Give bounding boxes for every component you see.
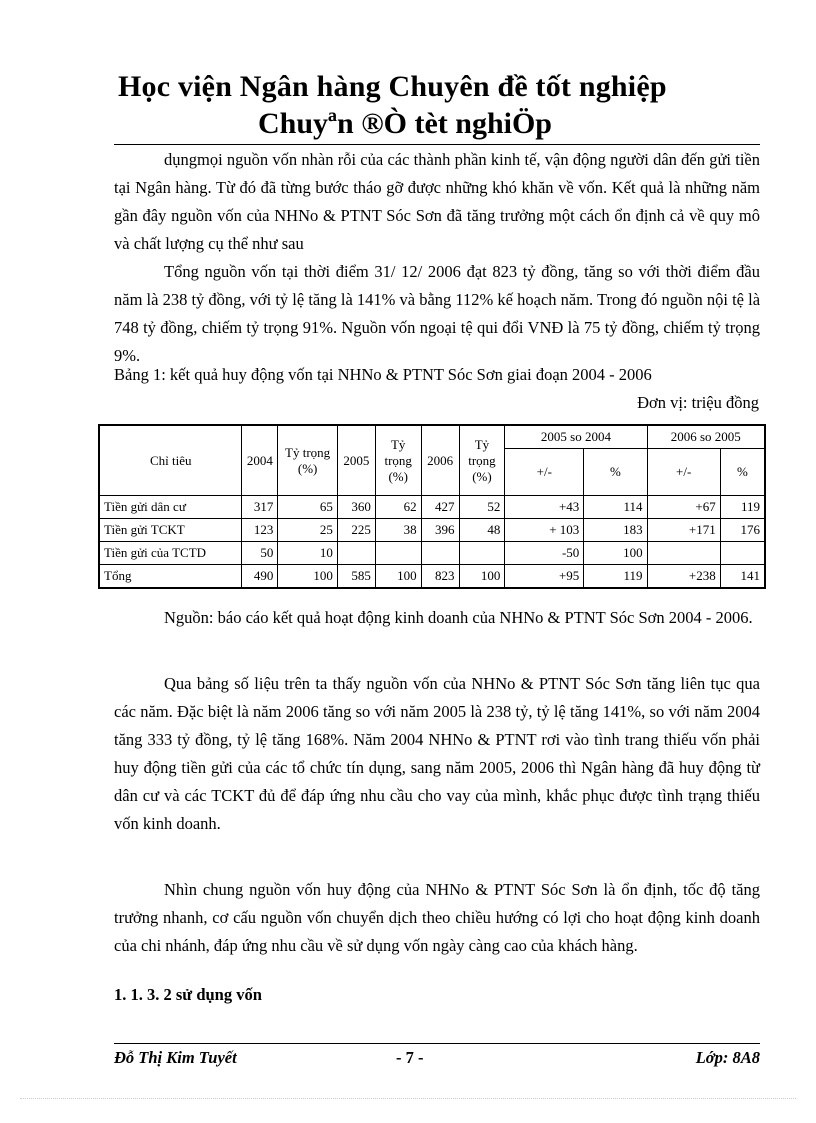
header-ty-trong-2004: Tỷ trọng (%) [278, 425, 338, 496]
capital-mobilization-table [98, 424, 766, 589]
cell-2005: 360 [337, 496, 375, 519]
cell-2006: 823 [421, 565, 459, 589]
cell-ty-trong-2004: 100 [278, 565, 338, 589]
cell-diff-1: +43 [505, 496, 584, 519]
cell-diff-2: +67 [647, 496, 720, 519]
cell-2005: 585 [337, 565, 375, 589]
header-pct-1: % [584, 449, 647, 496]
cell-pct-1: 100 [584, 542, 647, 565]
cell-2004: 317 [242, 496, 278, 519]
table-header-row [99, 425, 765, 449]
analysis-text-2: Nhìn chung nguồn vốn huy động của NHNo & PTNT Sóc Sơn là ổn định, tốc độ tăng trưởng nhanh, cơ cấu nguồn vốn chuyển dịch theo chiều hướng có lợi cho hoạt động kinh doanh của chi nhánh, đáp ứng nhu cầu về sử dụng vốn ngày càng cao của khách hàng. [114, 880, 760, 955]
header-title-line1: Học viện Ngân hàng Chuyên đề tốt nghiệp [118, 70, 667, 103]
header-2005-vs-2004: 2005 so 2004 [505, 425, 647, 449]
header-pct-2: % [720, 449, 765, 496]
cell-2006 [421, 542, 459, 565]
cell-2005 [337, 542, 375, 565]
cell-diff-2 [647, 542, 720, 565]
cell-pct-2: 141 [720, 565, 765, 589]
cell-pct-1: 114 [584, 496, 647, 519]
header-diff-1: +/- [505, 449, 584, 496]
cell-diff-1: + 103 [505, 519, 584, 542]
row-label: Tiền gửi của TCTD [99, 542, 242, 565]
cell-pct-2: 119 [720, 496, 765, 519]
cell-ty-trong-2005: 62 [375, 496, 421, 519]
cell-diff-1: -50 [505, 542, 584, 565]
header-chi-tieu: Chỉ tiêu [99, 425, 242, 496]
cell-ty-trong-2004: 25 [278, 519, 338, 542]
analysis-paragraph-1 [114, 670, 760, 838]
header-diff-2: +/- [647, 449, 720, 496]
footer-rule [114, 1043, 760, 1044]
analysis-paragraph-2 [114, 876, 760, 960]
cell-ty-trong-2006: 100 [459, 565, 505, 589]
cell-2006: 396 [421, 519, 459, 542]
page-bottom-edge [20, 1098, 796, 1099]
row-label: Tiền gửi dân cư [99, 496, 242, 519]
cell-diff-1: +95 [505, 565, 584, 589]
header-2004: 2004 [242, 425, 278, 496]
cell-diff-2: +238 [647, 565, 720, 589]
cell-pct-1: 183 [584, 519, 647, 542]
cell-ty-trong-2005: 38 [375, 519, 421, 542]
cell-diff-2: +171 [647, 519, 720, 542]
table-row [99, 519, 765, 542]
paragraph-2: Tổng nguồn vốn tại thời điểm 31/ 12/ 2006 đạt 823 tỷ đồng, tăng so với thời điểm đầu năm là 238 tỷ đồng, với tỷ lệ tăng là 141% và bằng 112% kế hoạch năm. Trong đó nguồn nội tệ là 748 tỷ đồng, chiếm tỷ trọng 91%. Nguồn vốn ngoại tệ qui đổi VNĐ là 75 tỷ đồng, chiếm tỷ trọng 9%. [114, 262, 761, 365]
cell-ty-trong-2006: 48 [459, 519, 505, 542]
source-note-text: Nguồn: báo cáo kết quả hoạt động kinh doanh của NHNo & PTNT Sóc Sơn 2004 - 2006. [164, 608, 753, 627]
analysis-text-1: Qua bảng số liệu trên ta thấy nguồn vốn của NHNo & PTNT Sóc Sơn tăng liên tục qua các năm. Đặc biệt là năm 2006 tăng so với năm 2005 là 238 tỷ, tỷ lệ tăng 141%, so với năm 2004 tăng 333 tỷ đồng, tỷ lệ tăng 168%. Năm 2004 NHNo & PTNT rơi vào tình trang thiếu vốn phải huy động tiền gửi của các tổ chức tín dụng, sang năm 2005, 2006 thì Ngân hàng đã huy động từ dân cư và các TCKT đủ để đáp ứng nhu cầu cho vay của mình, khắc phục được tình trạng thiếu vốn kinh doanh. [114, 674, 760, 833]
intro-paragraphs [114, 146, 760, 370]
row-label: Tiền gửi TCKT [99, 519, 242, 542]
footer-class: Lớp: 8A8 [695, 1048, 760, 1067]
paragraph-1: dụngmọi nguồn vốn nhàn rỗi của các thành phần kinh tế, vận động người dân đến gửi tiền tại Ngân hàng. Từ đó đã từng bước tháo gỡ được những khó khăn về vốn. Kết quả là những năm gần đây nguồn vốn của NHNo & PTNT Sóc Sơn đã tăng trưởng một cách ổn định cả về quy mô và chất lượng cụ thể như sau [114, 150, 760, 253]
footer-page-number: - 7 - [396, 1048, 424, 1067]
footer-author: Đỗ Thị Kim Tuyết [114, 1048, 237, 1067]
cell-2004: 490 [242, 565, 278, 589]
table-caption: Bảng 1: kết quả huy động vốn tại NHNo & PTNT Sóc Sơn giai đoạn 2004 - 2006 [114, 365, 652, 384]
table-row [99, 565, 765, 589]
cell-pct-1: 119 [584, 565, 647, 589]
table-unit: Đơn vị: triệu đồng [637, 393, 759, 412]
cell-pct-2 [720, 542, 765, 565]
cell-ty-trong-2006: 52 [459, 496, 505, 519]
table-row [99, 496, 765, 519]
table-row [99, 542, 765, 565]
source-note [114, 604, 760, 632]
cell-2005: 225 [337, 519, 375, 542]
cell-ty-trong-2005: 100 [375, 565, 421, 589]
header-title-line2: Chuyªn ®Ò tèt nghiÖp [258, 107, 552, 140]
cell-ty-trong-2004: 10 [278, 542, 338, 565]
cell-ty-trong-2006 [459, 542, 505, 565]
section-heading: 1. 1. 3. 2 sử dụng vốn [114, 985, 262, 1004]
header-ty-trong-2005: Tỷ trọng (%) [375, 425, 421, 496]
cell-2004: 123 [242, 519, 278, 542]
cell-pct-2: 176 [720, 519, 765, 542]
header-2006-vs-2005: 2006 so 2005 [647, 425, 765, 449]
cell-ty-trong-2004: 65 [278, 496, 338, 519]
cell-2006: 427 [421, 496, 459, 519]
cell-2004: 50 [242, 542, 278, 565]
header-2005: 2005 [337, 425, 375, 496]
cell-ty-trong-2005 [375, 542, 421, 565]
header-ty-trong-2006: Tỷ trọng (%) [459, 425, 505, 496]
header-rule [114, 144, 760, 145]
row-label: Tổng [99, 565, 242, 589]
header-2006: 2006 [421, 425, 459, 496]
